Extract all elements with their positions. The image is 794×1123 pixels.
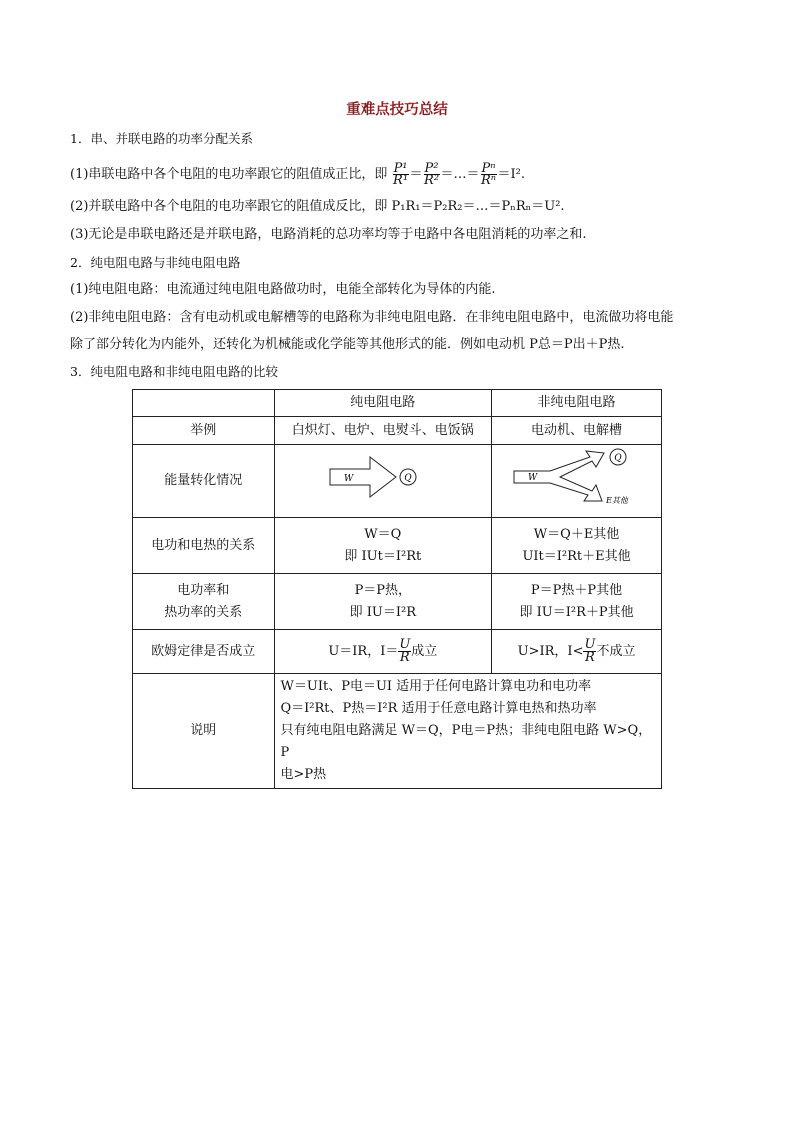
section1-p3: (3)无论是串联电路还是并联电路，电路消耗的总功率均等于电路中各电阻消耗的功率之和.	[70, 227, 587, 242]
section2-p2-line2: 除了部分转化为内能外，还转化为机械能或化学能等其他形式的能．例如电动机 P总＝P出＋P热.	[70, 337, 625, 352]
cell-nonpure	[492, 574, 662, 630]
cell-pure	[274, 630, 492, 674]
row-label: 电功和电热的关系	[133, 518, 275, 574]
energy-w-label-2: W	[527, 473, 537, 483]
cell-nonpure: 电动机、电解槽	[492, 417, 662, 445]
section1-p2: (2)并联电路中各个电阻的电功率跟它的阻值成反比，即 P₁R₁＝P₂R₂＝…＝PₙRₙ＝U².	[70, 199, 565, 214]
note-line: Q＝I²Rt、P热＝I²R 适用于任意电路计算电热和热功率	[280, 701, 597, 716]
row-label	[133, 574, 275, 630]
row-label-line: 热功率的关系	[164, 604, 243, 620]
table-row-power	[133, 574, 662, 630]
u-over-r-fraction	[398, 639, 411, 664]
section1-heading: 1．串、并联电路的功率分配关系	[70, 131, 253, 146]
table-row-energy	[133, 445, 662, 518]
cell-pure: 白炽灯、电炉、电熨斗、电饭锅	[274, 417, 492, 445]
section2-heading: 2．纯电阻电路与非纯电阻电路	[70, 255, 241, 270]
section2-p2-line1: (2)非纯电阻电路：含有电动机或电解槽等的电路称为非纯电阻电路．在非纯电阻电路中，电流做功将电能	[70, 310, 674, 325]
cell-nonpure-diagram	[492, 445, 662, 518]
row-label: 能量转化情况	[133, 445, 275, 518]
frac-num: U	[399, 637, 411, 652]
row-label-line: 电功率和	[177, 582, 230, 598]
note-line: 电>P热	[280, 767, 327, 782]
section1-p1: (1)串联电路中各个电阻的电功率跟它的阻值成正比，即 $\frac{\text{P¹}}{\text{R¹}}$ ＝ $\frac{\text{P²}}{\text{R²}}$ ＝…＝ $\frac{\text{Pⁿ}}{\text{Rⁿ}}$ ＝I².	[70, 161, 526, 188]
note-cell	[274, 674, 661, 789]
row-label: 举例	[133, 417, 275, 445]
section1-p1-tail: ＝I².	[497, 167, 526, 182]
cell-line: UIt＝I²Rt＋E其他	[522, 548, 631, 564]
cell-pure	[274, 574, 492, 630]
table-header-row	[133, 390, 662, 417]
frac-den: R	[585, 650, 595, 665]
section3-heading: 3．纯电阻电路和非纯电阻电路的比较	[70, 364, 278, 379]
cell-nonpure	[492, 630, 662, 674]
cell-line: 即 IU＝I²R＋P其他	[519, 604, 634, 620]
ohm-nonpure-a: U>IR，I<	[517, 644, 584, 659]
cell-line: 即 IUt＝I²Rt	[344, 548, 422, 564]
ohm-nonpure-b: 不成立	[596, 644, 636, 659]
cell-nonpure	[492, 518, 662, 574]
cell-pure-diagram	[274, 445, 492, 518]
page-title: 重难点技巧总结	[346, 101, 448, 118]
ratio-n: $\frac{\text{Pⁿ}}{\text{Rⁿ}}$	[481, 161, 497, 188]
header-cell-pure: 纯电阻电路	[274, 390, 492, 417]
energy-arrow-diagram-nonpure	[512, 447, 642, 507]
cell-line: P＝P热，	[354, 582, 412, 598]
energy-other-label: E其他	[605, 496, 628, 505]
row-label: 说明	[133, 674, 275, 789]
row-label: 欧姆定律是否成立	[133, 630, 275, 674]
energy-q-label-2: Q	[613, 453, 622, 464]
table-row-workheat	[133, 518, 662, 574]
frac-den: R	[399, 650, 410, 665]
frac-num: U	[584, 637, 596, 652]
u-over-r-fraction-2	[583, 639, 596, 664]
cell-pure	[274, 518, 492, 574]
ohm-pure-b: 成立	[411, 644, 438, 659]
ratio-2: $\frac{\text{P²}}{\text{R²}}$	[424, 161, 440, 188]
section2-p1: (1)纯电阻电路：电流通过纯电阻电路做功时，电能全部转化为导体的内能.	[70, 282, 496, 297]
cell-line: 即 IU＝I²R	[349, 604, 416, 620]
table-row-example	[133, 417, 662, 445]
ratio-1: $\frac{\text{P¹}}{\text{R¹}}$	[393, 161, 409, 188]
comparison-table	[132, 389, 662, 789]
note-line: W＝UIt、P电＝UI 适用于任何电路计算电功和电功率	[280, 679, 592, 694]
section1-p1-text: (1)串联电路中各个电阻的电功率跟它的阻值成正比，即	[70, 167, 388, 182]
cell-line: P＝P热＋P其他	[530, 582, 623, 598]
header-cell-empty	[133, 390, 275, 417]
table-row-ohm	[133, 630, 662, 674]
energy-q-label: Q	[404, 473, 412, 484]
table-row-note	[133, 674, 662, 789]
energy-arrow-diagram-pure	[328, 452, 438, 502]
header-cell-nonpure: 非纯电阻电路	[492, 390, 662, 417]
note-line: 只有纯电阻电路满足 W＝Q，P电＝P热；非纯电阻电路 W>Q，P	[280, 723, 652, 760]
cell-line: W＝Q	[364, 526, 402, 542]
energy-w-label: W	[343, 474, 354, 484]
cell-line: W＝Q＋E其他	[533, 526, 620, 542]
ohm-pure-a: U＝IR，I＝	[328, 644, 399, 659]
